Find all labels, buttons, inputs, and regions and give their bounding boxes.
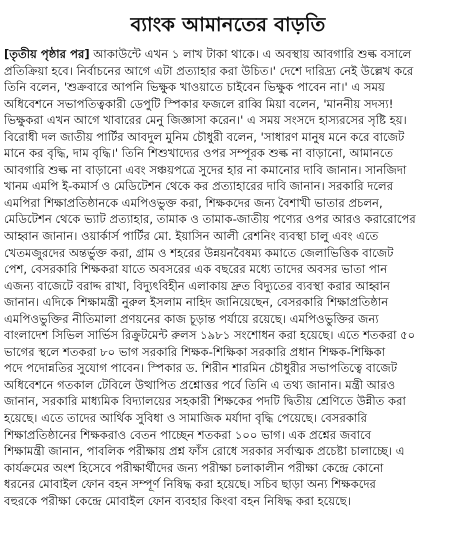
- article-line: [4, 46, 452, 63]
- line-text: আকাউন্টে এখন ১ লাখ টাকা থাকে। এ অবস্থায় আবগারি শুল্ক বসালে: [89, 47, 412, 61]
- article-line: জানান। এদিকে শিক্ষামন্ত্রী নুরুল ইসলাম নাহিদ জানিয়েছেন, বেসরকারি শিক্ষাপ্রতিষ্ঠান: [4, 295, 389, 310]
- continuation-tag: [তৃতীয় পৃষ্ঠার পর]: [4, 47, 90, 61]
- article-body: [4, 46, 452, 509]
- article-line: বহুরকে পরীক্ষা কেন্দ্রে মোবাইল ফোন ব্যবহার কিংবা বহন নিষিদ্ধ করা হয়েছে।: [4, 493, 351, 508]
- article-line: অধিবেশনে সভাপতিত্বকারী ডেপুটি স্পিকার ফজলে রাব্বি মিয়া বলেন, 'মাননীয় সদস্য!: [4, 96, 394, 111]
- article-line: মানে কর বৃদ্ধি, দাম বৃদ্ধি।' তিনি শিশুখাদ্যের ওপর সম্পূরক শুল্ক না বাড়ানো, আমানতে: [4, 146, 394, 161]
- article-line: মেডিটেশন থেকে ভ্যাট প্রত্যাহার, তামাক ও তামাক-জাতীয় পণ্যের ওপর আরও করারোপের: [4, 212, 416, 227]
- article-line: বাংলাদেশ সিভিল সার্ভিস রিক্রুটমেন্ট রুলস ১৯৮১ সংশোধন করা হয়েছে। এতে শতকরা ৫০: [4, 328, 416, 343]
- article-line: খানম এমপি ই-কমার্স ও মেডিটেশন থেকে কর প্রত্যাহারের দাবি জানান। সরকারি দলের: [4, 179, 394, 194]
- article-line: কার্যক্রমের অংশ হিসেবে পরীক্ষার্থীদের জন্য পরীক্ষা চলাকালীন পরীক্ষা কেন্দ্রে কোনো: [4, 460, 384, 475]
- article-line: জানান, সরকারি মাধ্যমিক বিদ্যালয়ের সহকারী শিক্ষকের পদটি দ্বিতীয় শ্রেণিতে উন্নীত করা: [4, 394, 406, 409]
- article-line: বিরোধী দল জাতীয় পার্টির আবদুল মুনিম চৌধুরী বলেন, 'সাধারণ মানুষ মনে করে বাজেট: [4, 129, 405, 144]
- article-line: তিনি বলেন, 'শুক্রবারে আপনি ভিক্ষুক খাওয়াতে চাইবেন ভিক্ষুক পাবেন না।' এ সময়: [4, 80, 385, 95]
- article-line: খেতমজুরদের অন্তর্ভুক্ত করা, গ্রাম ও শহরের উন্নয়নবৈষম্য কমাতে জেলাভিত্তিক বাজেট: [4, 245, 394, 260]
- article-line: আবগারি শুল্ক না বাড়ানো এবং সঞ্চয়পত্রে সুদের হার না কমানোর দাবি জানান। সানজিদা: [4, 162, 407, 177]
- article-line: ভিক্ষুকরা এখন আগে খাবারের মেনু জিজ্ঞাসা করেন।' এ সময় সংসদে হাস্যরসের সৃষ্টি হয়।: [4, 113, 407, 128]
- article-line: হয়েছে। এতে তাদের আর্থিক সুবিধা ও সামাজিক মর্যাদা বৃদ্ধি পেয়েছে। বেসরকারি: [4, 411, 367, 426]
- headline: ব্যাংক আমানতের বাড়তি: [130, 13, 326, 36]
- article-line: শিক্ষামন্ত্রী জানান, পাবলিক পরীক্ষায় প্রশ্ন ফাঁস রোধে সরকার সর্বাত্মক প্রচেষ্টা চালাচ্ছে। এ: [4, 444, 405, 459]
- article-line: শিক্ষাপ্রতিষ্ঠানের শিক্ষকরাও বেতন পাচ্ছেন শতকরা ১০০ ভাগ। এক প্রশ্নের জবাবে: [4, 427, 372, 442]
- article-line: প্রতিক্রিয়া হবে। নির্বাচনের আগে এটা প্রত্যাহার করা উচিত।' দেশে দারিদ্র্য নেই উল্লেখ করে: [4, 63, 414, 78]
- article-line: ধরনের মোবাইল ফোন বহন সম্পূর্ণ নিষিদ্ধ করা হয়েছে। সচিব ছাড়া অন্য শিক্ষকদের: [4, 477, 376, 492]
- article-line: ভাগের স্থলে শতকরা ৮০ ভাগ সরকারি শিক্ষক-শিক্ষিকা সরকারি প্রধান শিক্ষক-শিক্ষিকা: [4, 344, 386, 359]
- article-line: এমপিওভুক্তির নীতিমালা প্রণয়নের কাজ চূড়ান্ত পর্যায়ে রয়েছে। এমপিওভুক্তির জন্য: [4, 311, 379, 326]
- article-line: আহ্বান জানান। ওয়ার্কার্স পার্টির মো. ইয়াসিন আলী রেশনিং ব্যবস্থা চালু এবং এতে: [4, 229, 379, 244]
- article-line: এজন্য বাজেটে বরাদ্দ রাখা, বিদ্যুৎবিহীন এলাকায় দ্রুত বিদ্যুতের ব্যবস্থা করার আহ্বান: [4, 278, 390, 293]
- article-line: অধিবেশনে গতকাল টেবিলে উত্থাপিত প্রশ্নোত্তর পর্বে তিনি এ তথ্য জানান। মন্ত্রী আরও: [4, 377, 396, 392]
- article-line: পদে পদোন্নতির সুযোগ পাবেন। স্পিকার ড. শিরীন শারমিন চৌধুরীর সভাপতিত্বে বাজেট: [4, 361, 398, 376]
- article-line: এমপিরা শিক্ষাপ্রতিষ্ঠানকে এমপিওভুক্ত করা, শিক্ষকদের জন্য বৈশাখী ভাতার প্রচলন,: [4, 195, 383, 210]
- article-line: পেশ, বেসরকারি শিক্ষকরা যাতে অবসরের এক বছরের মধ্যে তাদের অবসর ভাতা পান: [4, 262, 388, 277]
